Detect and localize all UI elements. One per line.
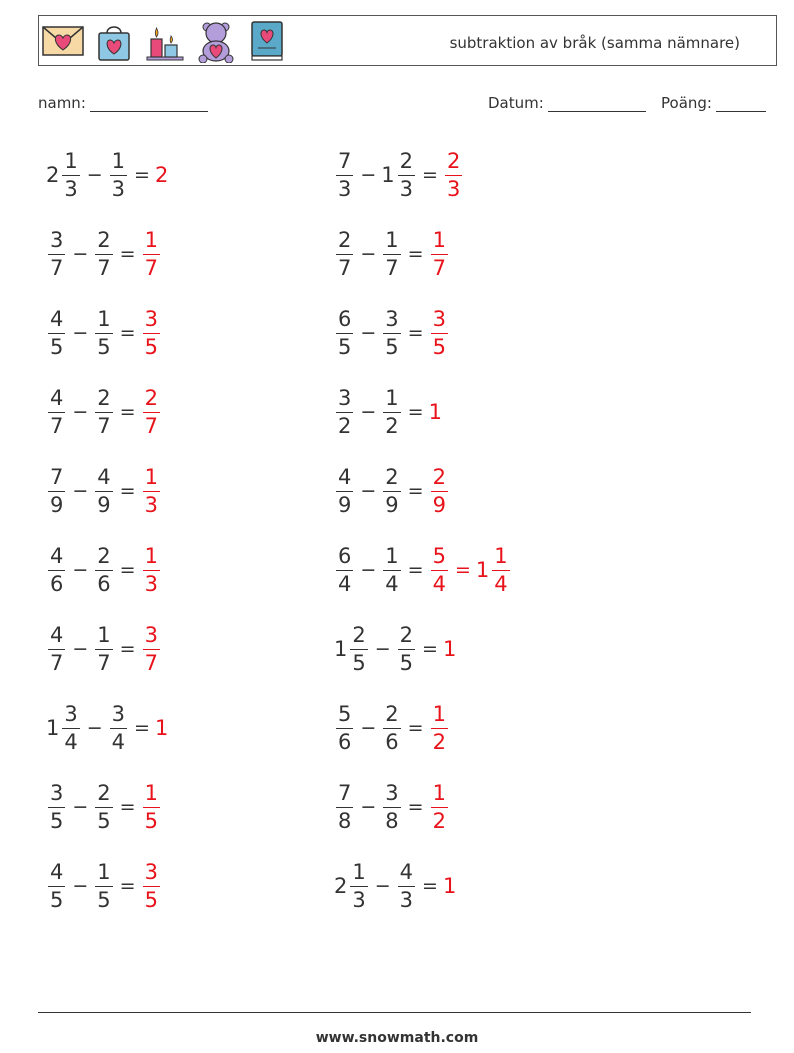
whole-number: 1 [428,400,442,424]
numerator: 1 [97,859,111,884]
numerator: 4 [338,464,352,489]
minus-sign: − [86,164,103,186]
fraction [110,148,127,201]
equals-sign: = [407,480,424,502]
equals-sign: = [119,559,136,581]
equals-sign: = [119,243,136,265]
numerator: 1 [144,464,158,489]
denominator: 5 [399,650,414,675]
minus-sign: − [374,638,391,660]
denominator: 5 [50,334,64,359]
numerator: 1 [494,543,508,568]
fraction [95,859,112,912]
fraction [48,780,65,833]
fraction [383,543,400,596]
minus-sign: − [360,796,377,818]
answer [155,716,169,740]
name-line[interactable] [90,95,208,112]
numerator: 2 [97,227,111,252]
minus-sign: − [72,243,89,265]
minus-sign: − [360,559,377,581]
numerator: 1 [385,543,399,568]
minus-sign: − [72,401,89,423]
fraction [431,780,448,833]
answer [475,543,512,596]
denominator: 7 [385,255,399,280]
fraction [62,701,79,754]
numerator: 6 [338,306,352,331]
shopping-bag-heart-icon [92,19,136,63]
answer [141,385,162,438]
worksheet-header [38,15,777,66]
fraction [398,148,415,201]
whole-number: 2 [154,163,169,187]
fraction [336,780,353,833]
answer [429,400,443,424]
denominator: 2 [338,413,352,438]
fraction [350,859,367,912]
denominator: 2 [432,808,446,833]
fraction [95,780,112,833]
fraction [143,464,160,517]
denominator: 3 [352,887,366,912]
fraction [383,780,400,833]
score-label: Poäng: [661,94,712,112]
minus-sign: − [360,243,377,265]
denominator: 7 [50,413,64,438]
problem-item [334,540,512,600]
score-field [661,94,766,112]
score-line[interactable] [716,95,766,112]
fraction [95,385,112,438]
numerator: 3 [64,701,78,726]
numerator: 1 [144,780,158,805]
fraction [431,701,448,754]
date-line[interactable] [548,95,646,112]
equals-sign: = [407,322,424,344]
denominator: 3 [144,492,158,517]
minus-sign: − [72,559,89,581]
fraction [383,306,400,359]
fraction [336,227,353,280]
answer [141,543,162,596]
denominator: 7 [97,650,111,675]
minus-sign: − [72,875,89,897]
denominator: 7 [144,255,158,280]
denominator: 3 [111,176,126,201]
answer [141,622,162,675]
numerator: 3 [50,227,64,252]
minus-sign: − [360,164,377,186]
numerator: 1 [97,306,111,331]
answer [155,163,169,187]
answer [141,780,162,833]
numerator: 3 [50,780,64,805]
denominator: 3 [446,176,461,201]
problem-item [334,461,450,521]
minus-sign: − [72,322,89,344]
fraction [143,622,160,675]
fraction [398,859,415,912]
denominator: 4 [111,729,126,754]
fraction [48,227,65,280]
numerator: 4 [50,859,64,884]
fraction [95,464,112,517]
fraction [336,701,353,754]
fraction [431,543,448,596]
fraction [48,859,65,912]
denominator: 5 [432,334,446,359]
denominator: 5 [50,808,64,833]
denominator: 4 [494,571,508,596]
answer [141,859,162,912]
answer [141,464,162,517]
fraction [383,701,400,754]
minus-sign: − [360,322,377,344]
teddy-bear-heart-icon [194,19,238,63]
equals-sign: = [119,875,136,897]
equals-sign: = [134,717,150,739]
numerator: 2 [399,622,414,647]
whole-number: 1 [442,874,457,898]
numerator: 7 [50,464,64,489]
equals-sign: = [407,243,424,265]
problem-item [334,145,464,205]
numerator: 1 [432,780,446,805]
answer [429,701,450,754]
fraction [431,227,448,280]
numerator: 2 [97,543,111,568]
date-label: Datum: [488,94,544,112]
numerator: 2 [97,385,111,410]
fraction [95,306,112,359]
equals-sign: = [119,480,136,502]
fraction [431,464,448,517]
denominator: 5 [144,887,158,912]
numerator: 7 [338,780,352,805]
footer-url: www.snowmath.com [315,1030,479,1046]
fraction [48,306,65,359]
answer [443,148,464,201]
denominator: 3 [399,887,414,912]
denominator: 9 [432,492,446,517]
denominator: 3 [64,176,78,201]
minus-sign: − [72,480,89,502]
minus-sign: − [72,796,89,818]
denominator: 3 [338,176,352,201]
problem-item [46,145,169,205]
answer [443,637,457,661]
denominator: 5 [385,334,399,359]
problem-item [334,303,450,363]
numerator: 2 [144,385,158,410]
numerator: 1 [352,859,366,884]
numerator: 6 [338,543,352,568]
numerator: 1 [97,622,111,647]
denominator: 5 [144,808,158,833]
equals-sign: = [407,717,424,739]
numerator: 1 [432,227,446,252]
answer [429,306,450,359]
minus-sign: − [360,401,377,423]
fraction [110,701,127,754]
fraction [143,859,160,912]
fraction [95,227,112,280]
problem-item [46,698,169,758]
equals-sign: = [407,796,424,818]
problem-item [46,540,162,600]
numerator: 2 [385,464,399,489]
denominator: 5 [97,887,111,912]
minus-sign: − [360,717,377,739]
numerator: 4 [50,543,64,568]
numerator: 4 [97,464,111,489]
numerator: 5 [338,701,352,726]
denominator: 7 [338,255,352,280]
denominator: 4 [338,571,352,596]
denominator: 5 [144,334,158,359]
problem-item [334,698,450,758]
denominator: 4 [432,571,446,596]
fraction [48,385,65,438]
denominator: 4 [385,571,399,596]
fraction [143,543,160,596]
equals-sign: = [119,638,136,660]
fraction [445,148,462,201]
denominator: 7 [144,650,158,675]
fraction [62,148,79,201]
problem-item [46,461,162,521]
fraction [95,622,112,675]
equals-sign: = [422,638,438,660]
numerator: 1 [432,701,446,726]
problem-item [334,619,457,679]
numerator: 3 [144,306,158,331]
problem-item [46,856,162,916]
date-field [488,94,646,112]
numerator: 3 [385,306,399,331]
denominator: 6 [97,571,111,596]
numerator: 3 [338,385,352,410]
fraction [383,227,400,280]
numerator: 1 [385,227,399,252]
equals-sign: = [119,322,136,344]
denominator: 4 [64,729,78,754]
denominator: 9 [50,492,64,517]
numerator: 1 [111,148,126,173]
numerator: 3 [385,780,399,805]
answer [443,874,457,898]
name-label: namn: [38,94,86,112]
fraction [350,622,367,675]
fraction [95,543,112,596]
fraction [48,543,65,596]
fraction [48,464,65,517]
problem-item [334,856,457,916]
fraction [398,622,415,675]
fraction [143,227,160,280]
denominator: 7 [432,255,446,280]
whole-number: 1 [475,558,490,582]
fraction [143,306,160,359]
denominator: 5 [338,334,352,359]
equals-sign: = [422,164,438,186]
denominator: 6 [50,571,64,596]
numerator: 1 [144,227,158,252]
fraction [383,385,400,438]
answer [429,780,450,833]
numerator: 5 [432,543,446,568]
problem-item [46,619,162,679]
denominator: 3 [399,176,414,201]
fraction [336,543,353,596]
numerator: 4 [50,306,64,331]
minus-sign: − [374,875,391,897]
equals-sign: = [119,796,136,818]
whole-number: 1 [154,716,169,740]
denominator: 2 [432,729,446,754]
whole-number: 2 [334,874,348,898]
numerator: 3 [144,859,158,884]
equals-sign: = [407,559,424,581]
numerator: 2 [432,464,446,489]
numerator: 2 [446,148,461,173]
numerator: 3 [111,701,126,726]
numerator: 4 [399,859,414,884]
denominator: 5 [50,887,64,912]
answer [141,306,162,359]
whole-number: 1 [442,637,457,661]
fraction [336,385,353,438]
footer-divider [38,1012,751,1013]
answer [429,227,450,280]
denominator: 7 [97,255,111,280]
minus-sign: − [72,638,89,660]
problem-item [46,224,162,284]
denominator: 2 [385,413,399,438]
candles-icon [143,19,187,63]
denominator: 7 [50,650,64,675]
fraction [492,543,509,596]
fraction [48,622,65,675]
problem-item [334,382,443,442]
equals-sign: = [134,164,150,186]
denominator: 9 [385,492,399,517]
problem-item [334,224,450,284]
numerator: 2 [97,780,111,805]
denominator: 6 [338,729,352,754]
denominator: 8 [385,808,399,833]
equals-sign: = [407,401,424,423]
numerator: 2 [385,701,399,726]
name-field [38,94,208,112]
equals-sign: = [454,559,471,581]
answer [141,227,162,280]
denominator: 5 [97,808,111,833]
denominator: 9 [97,492,111,517]
denominator: 5 [97,334,111,359]
problem-item [46,303,162,363]
minus-sign: − [360,480,377,502]
numerator: 1 [385,385,399,410]
denominator: 3 [144,571,158,596]
whole-number: 1 [381,163,395,187]
denominator: 9 [338,492,352,517]
numerator: 1 [144,543,158,568]
envelope-heart-icon [41,19,85,63]
minus-sign: − [86,717,103,739]
denominator: 7 [50,255,64,280]
problem-item [46,777,162,837]
numerator: 7 [338,148,352,173]
fraction [336,306,353,359]
numerator: 4 [50,385,64,410]
numerator: 2 [338,227,352,252]
book-heart-icon [245,19,289,63]
fraction [143,780,160,833]
numerator: 2 [399,148,414,173]
fraction [383,464,400,517]
fraction [336,148,353,201]
equals-sign: = [119,401,136,423]
numerator: 3 [432,306,446,331]
whole-number: 1 [334,637,348,661]
whole-number: 2 [46,163,60,187]
worksheet-title: subtraktion av bråk (samma nämnare) [449,34,740,52]
denominator: 7 [144,413,158,438]
fraction [336,464,353,517]
numerator: 3 [144,622,158,647]
numerator: 1 [64,148,78,173]
denominator: 6 [385,729,399,754]
header-icons [41,19,289,63]
fraction [143,385,160,438]
answer [429,543,450,596]
numerator: 2 [352,622,366,647]
whole-number: 1 [46,716,60,740]
answer [429,464,450,517]
denominator: 8 [338,808,352,833]
fraction [431,306,448,359]
numerator: 4 [50,622,64,647]
denominator: 7 [97,413,111,438]
denominator: 5 [352,650,366,675]
problem-item [46,382,162,442]
problem-item [334,777,450,837]
equals-sign: = [422,875,438,897]
